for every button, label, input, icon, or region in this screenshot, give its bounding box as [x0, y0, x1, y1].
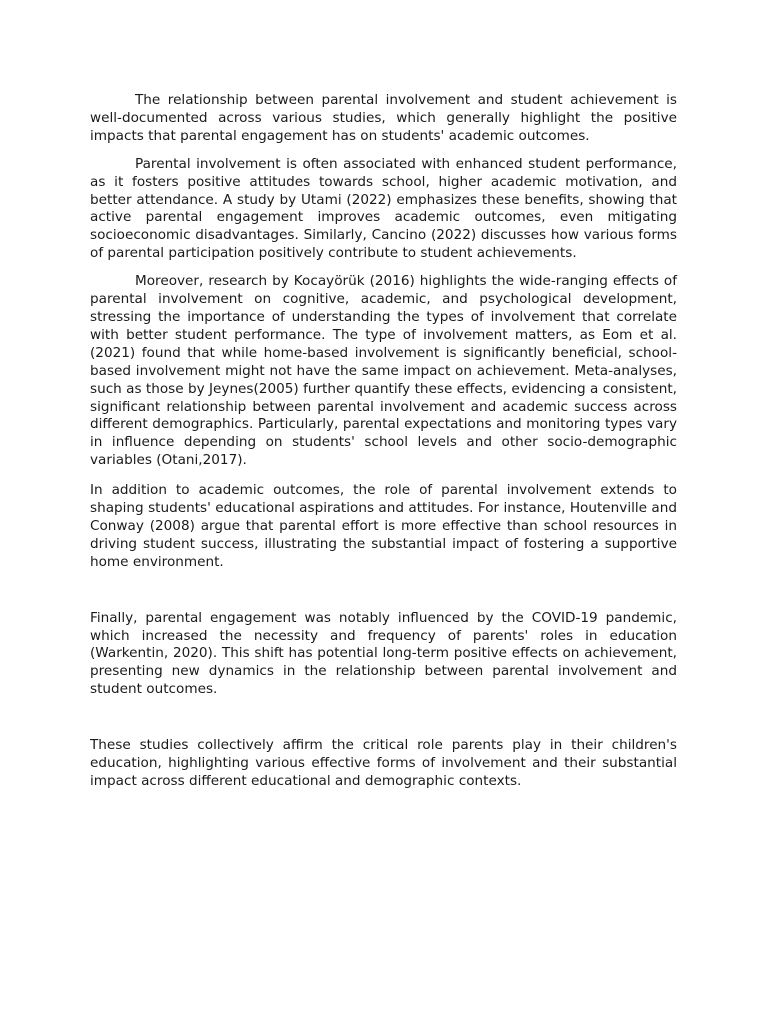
paragraph-covid: Finally, parental engagement was notably influenced by the COVID-19 pandemic, which increased the necessity and frequency of parents' roles in education (Warkentin, 2020). This shift has potential long-term positive effects on achievement, presenting new dynamics in the relationship between parental involvement and student outcomes.	[90, 609, 677, 698]
paragraph-conclusion: These studies collectively affirm the critical role parents play in their children's education, highlighting various effective forms of involvement and their substantial impact across different educational and demographic contexts.	[90, 737, 677, 789]
paragraph-benefits: Parental involvement is often associated with enhanced student performance, as it fosters positive attitudes towards school, higher academic motivation, and better attendance. A study by Utami (2022) emphasizes these benefits, showing that active parental engagement improves academic outcomes, even mitigating socioeconomic disadvantages. Similarly, Cancino (2022) discusses how various forms of parental participation positively contribute to student achievements.	[90, 155, 677, 262]
document-body	[90, 92, 677, 791]
paragraph-aspirations: In addition to academic outcomes, the role of parental involvement extends to shaping students' educational aspirations and attitudes. For instance, Houtenville and Conway (2008) argue that parental effort is more effective than school resources in driving student success, illustrating the substantial impact of fostering a supportive home environment.	[90, 482, 677, 570]
paragraph-research: Moreover, research by Kocayörük (2016) highlights the wide-ranging effects of parental involvement on cognitive, academic, and psychological development, stressing the importance of understanding the types of involvement that correlate with better student performance. The type of involvement matters, as Eom et al. (2021) found that while home-based involvement is significantly beneficial, school-based involvement might not have the same impact on achievement. Meta-analyses, such as those by Jeynes(2005) further quantify these effects, evidencing a consistent, significant relationship between parental involvement and academic success across different demographics. Particularly, parental expectations and monitoring types vary in influence depending on students' school levels and other socio-demographic variables (Otani,2017).	[90, 273, 677, 469]
paragraph-intro: The relationship between parental involvement and student achievement is well-documented across various studies, which generally highlight the positive impacts that parental engagement has on students' academic outcomes.	[90, 92, 677, 144]
